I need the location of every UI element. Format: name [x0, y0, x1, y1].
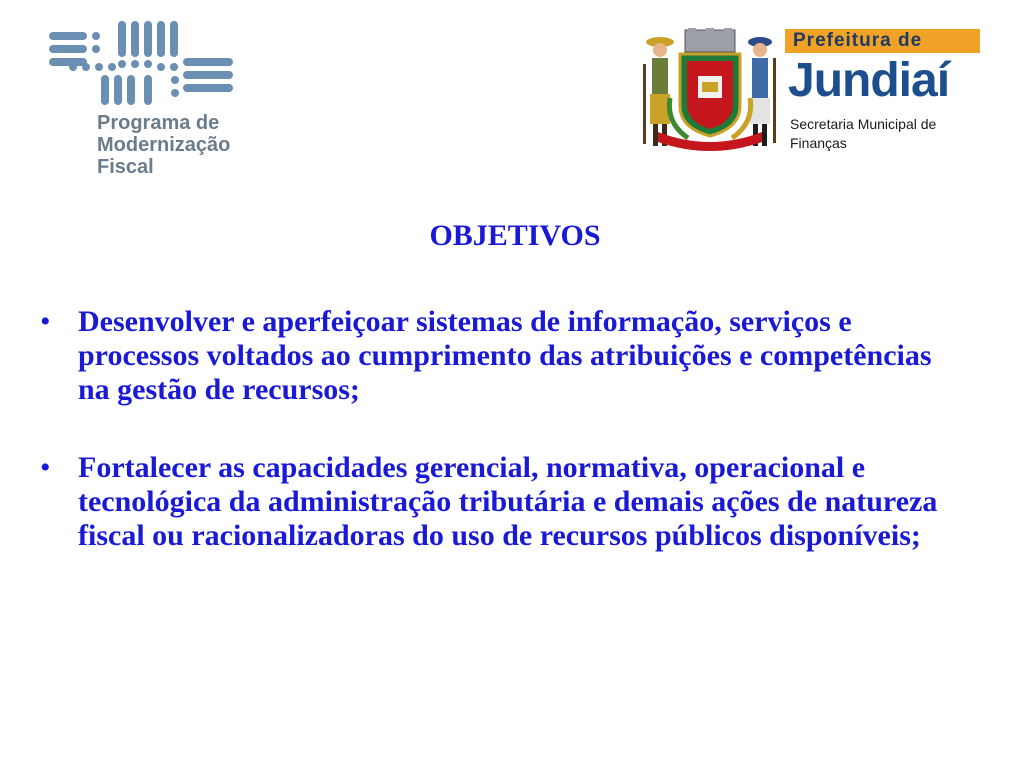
prefeitura-jundiai-logo [640, 28, 980, 158]
crest-right-figure [748, 37, 776, 146]
city-name: Jundiaí [788, 54, 950, 107]
slide-title: OBJETIVOS [429, 219, 601, 252]
bullet-text: Fortalecer as capacidades gerencial, normativa, operacional e tecnológica da administração tributária e demais ações de natureza fiscal ou racionalizadoras do uso de recursos públicos disponíveis; [78, 451, 938, 552]
programa-modernizacao-fiscal-logo [43, 15, 279, 183]
pmf-grid-icon [43, 15, 279, 111]
list-item [38, 451, 968, 553]
list-item [38, 305, 968, 407]
jundiai-coat-of-arms-icon [640, 28, 780, 158]
bullet-icon: • [40, 451, 51, 484]
department-name: Secretaria Municipal de Finanças [790, 116, 937, 151]
bullet-icon: • [40, 305, 51, 338]
pmf-logo-text: Programa de Modernização Fiscal [97, 112, 231, 178]
prefeitura-banner: Prefeitura de [785, 29, 980, 53]
bullet-text: Desenvolver e aperfeiçoar sistemas de informação, serviços e processos voltados ao cumprimento das atribuições e competências na gestão de recursos; [78, 305, 932, 406]
objectives-list [38, 305, 968, 597]
crest-left-figure [643, 37, 674, 146]
